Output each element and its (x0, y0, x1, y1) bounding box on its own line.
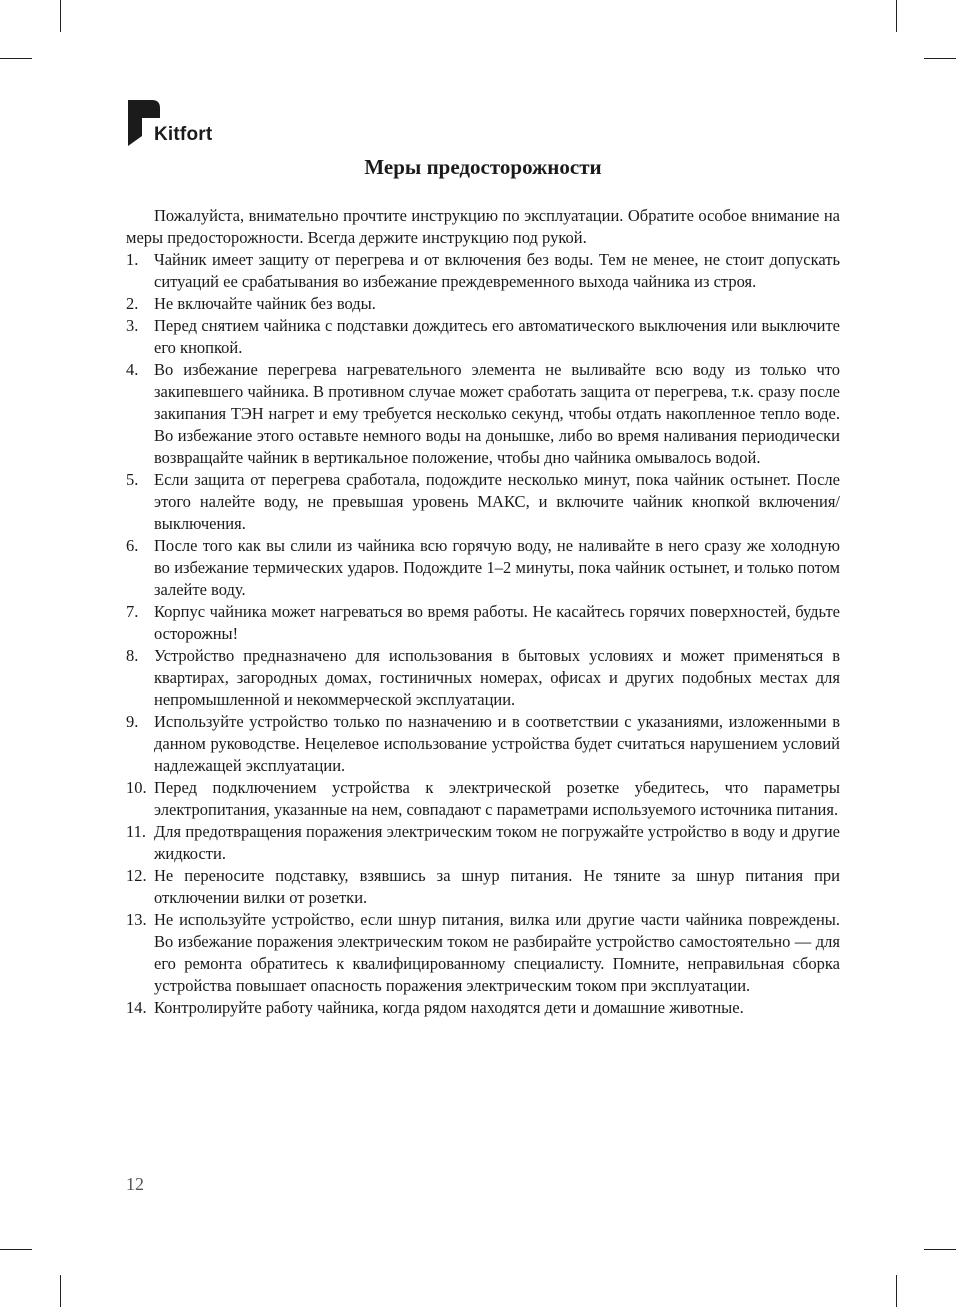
item-number: 14. (126, 998, 147, 1017)
item-text: Устройство предназначено для использования в бытовых условиях и может применяться в квартирах, загородных домах, гостиничных номерах, офисах и других подобных местах для непромышленной и некоммерческой эксплуатации. (154, 646, 840, 709)
crop-mark (896, 0, 897, 32)
item-number: 1. (126, 250, 139, 269)
item-number: 5. (126, 470, 139, 489)
crop-mark (896, 1275, 897, 1307)
crop-mark (924, 1249, 956, 1250)
page-title: Меры предосторожности (364, 155, 602, 179)
page-number: 12 (126, 1174, 144, 1194)
list-item (126, 909, 840, 997)
crop-mark (60, 0, 61, 32)
item-number: 4. (126, 360, 139, 379)
item-number: 7. (126, 602, 139, 621)
item-number: 8. (126, 646, 139, 665)
item-number: 3. (126, 316, 139, 335)
crop-mark (924, 58, 956, 59)
list-item (126, 315, 840, 359)
list-item (126, 997, 840, 1019)
item-number: 2. (126, 294, 139, 313)
item-text: Корпус чайника может нагреваться во время работы. Не касайтесь горячих поверхностей, будьте осторожны! (154, 602, 840, 643)
list-item (126, 535, 840, 601)
item-number: 9. (126, 712, 139, 731)
item-text: Перед снятием чайника с подставки дождитесь его автоматического выключения или выключите его кнопкой. (154, 316, 840, 357)
list-item (126, 777, 840, 821)
document-body (126, 205, 840, 1019)
list-item (126, 359, 840, 469)
item-number: 10. (126, 778, 147, 797)
item-text: После того как вы слили из чайника всю горячую воду, не наливайте в него сразу же холодную во избежание термических ударов. Подождите 1–2 минуты, пока чайник остынет, и только потом залейте воду. (154, 536, 840, 599)
precautions-list (126, 249, 840, 1019)
item-number: 12. (126, 866, 147, 885)
item-text: Используйте устройство только по назначению и в соответствии с указаниями, изложенными в данном руководстве. Нецелевое использование устройства будет считаться нарушением условий надлежащей эксплуатации. (154, 712, 840, 775)
item-text: Не переносите подставку, взявшись за шнур питания. Не тяните за шнур питания при отключении вилки от розетки. (154, 866, 840, 907)
brand-logo (126, 98, 236, 150)
item-number: 11. (126, 822, 147, 841)
list-item (126, 469, 840, 535)
crop-mark (60, 1275, 61, 1307)
list-item (126, 711, 840, 777)
brand-name: Kitfort (154, 124, 213, 145)
item-number: 13. (126, 910, 147, 929)
list-item (126, 601, 840, 645)
crop-mark (0, 58, 32, 59)
item-text: Для предотвращения поражения электрическим током не погружайте устройство в воду и другие жидкости. (154, 822, 840, 863)
intro-paragraph: Пожалуйста, внимательно прочтите инструкцию по эксплуатации. Обратите особое внимание на меры предосторожности. Всегда держите инструкцию под рукой. (126, 206, 840, 247)
item-text: Во избежание перегрева нагревательного элемента не выливайте всю воду из только что закипевшего чайника. В противном случае может сработать защита от перегрева, т.к. сразу после закипания ТЭН нагрет и ему требуется несколько секунд, чтобы отдать накопленное тепло воде. Во избежание этого оставьте немного воды на донышке, либо во время наливания периодически возвращайте чайник в вертикальное положение, чтобы дно чайника омывалось водой. (154, 360, 840, 467)
list-item (126, 821, 840, 865)
item-text: Перед подключением устройства к электрической розетке убедитесь, что параметры электропитания, указанные на нем, совпадают с параметрами используемого источника питания. (154, 778, 840, 819)
item-number: 6. (126, 536, 139, 555)
item-text: Чайник имеет защиту от перегрева и от включения без воды. Тем не менее, не стоит допускать ситуаций ее срабатывания во избежание преждевременного выхода чайника из строя. (154, 250, 840, 291)
item-text: Не используйте устройство, если шнур питания, вилка или другие части чайника повреждены. Во избежание поражения электрическим током не разбирайте устройство самостоятельно — для его ремонта обратитесь к квалифицированному специалисту. Помните, неправильная сборка устройства повышает опасность поражения электрическим током при эксплуатации. (154, 910, 840, 995)
item-text: Не включайте чайник без воды. (154, 294, 376, 313)
list-item (126, 865, 840, 909)
crop-mark (0, 1249, 32, 1250)
item-text: Если защита от перегрева сработала, подождите несколько минут, пока чайник остынет. После этого налейте воду, не превышая уровень МАКС, и включите чайник кнопкой включения/выключения. (154, 470, 840, 533)
list-item (126, 645, 840, 711)
list-item (126, 249, 840, 293)
list-item (126, 293, 840, 315)
item-text: Контролируйте работу чайника, когда рядом находятся дети и домашние животные. (154, 998, 744, 1017)
